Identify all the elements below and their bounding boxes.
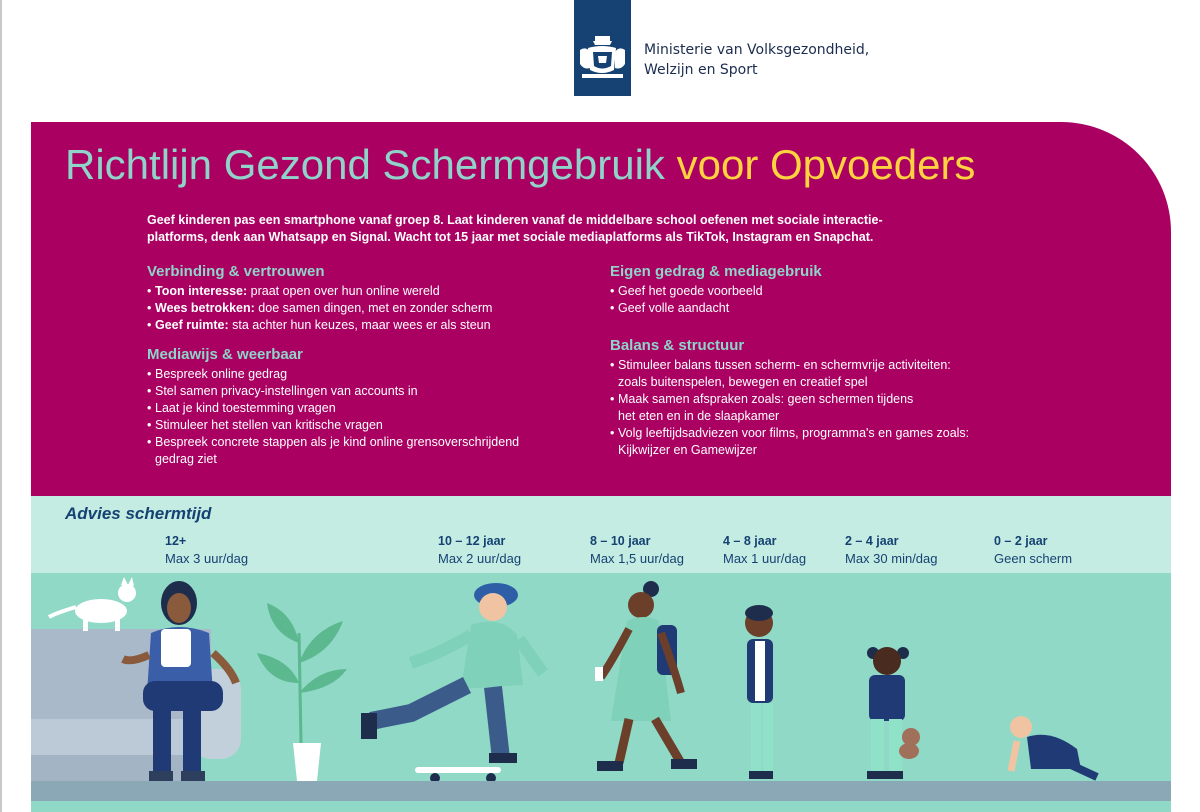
list-item xyxy=(147,300,587,317)
girl-with-phone-figure xyxy=(595,581,697,771)
item-bold: Geef ruimte: xyxy=(155,318,229,332)
age-group-0-2 xyxy=(994,533,1072,567)
max-label: Max 3 uur/dag xyxy=(165,551,249,566)
age-group-10-12 xyxy=(438,533,521,567)
age-label: 8 – 10 jaar xyxy=(590,534,651,548)
section-heading: Verbinding & vertrouwen xyxy=(147,263,325,280)
title-part2: voor Opvoeders xyxy=(676,141,976,188)
illustration-scene xyxy=(31,573,1171,812)
item-text: sta achter hun keuzes, maar wees er als steun xyxy=(228,318,491,332)
title-part1: Richtlijn Gezond Schermgebruik xyxy=(65,141,665,188)
item-text-cont: gedrag ziet xyxy=(155,452,217,466)
list-item xyxy=(147,434,587,468)
list-item xyxy=(610,357,1030,391)
screentime-title: Advies schermtijd xyxy=(65,504,212,523)
list-item xyxy=(147,317,587,334)
page-edge xyxy=(0,0,2,812)
baby-crawling-figure xyxy=(1010,716,1097,777)
intro-line2: platforms, denk aan Whatsapp en Signal. Wacht tot 15 jaar met sociale mediaplatforms als TikTok, Instagram en Snapchat. xyxy=(147,230,874,244)
list-item: • Laat je kind toestemming vragen xyxy=(147,400,587,417)
ministry-line1: Ministerie van Volksgezondheid, xyxy=(644,42,870,58)
max-label: Max 1,5 uur/dag xyxy=(590,551,684,566)
list-item: • Geef volle aandacht xyxy=(610,300,1030,317)
item-text-cont: het eten en in de slaapkamer xyxy=(618,409,780,423)
max-label: Max 2 uur/dag xyxy=(438,551,522,566)
item-bold: Wees betrokken: xyxy=(155,301,255,315)
age-group-4-8 xyxy=(723,533,806,567)
age-label: 12+ xyxy=(165,534,187,548)
section-heading: Balans & structuur xyxy=(610,337,745,354)
boy-standing-figure xyxy=(745,605,773,779)
ministry-line2: Welzijn en Sport xyxy=(644,62,758,78)
coat-of-arms-icon xyxy=(578,36,627,82)
list-item: • Stel samen privacy-instellingen van accounts in xyxy=(147,383,587,400)
item-text: Maak samen afspraken zoals: geen schermen tijdens xyxy=(618,392,914,406)
government-logo xyxy=(574,0,631,96)
list-item: • Geef het goede voorbeeld xyxy=(610,283,1030,300)
list-item: • Bespreek online gedrag xyxy=(147,366,587,383)
ministry-name xyxy=(644,40,869,80)
plant-illustration xyxy=(257,603,347,781)
age-label: 10 – 12 jaar xyxy=(438,534,506,548)
floor-strip xyxy=(31,781,1171,801)
section-verbinding xyxy=(147,263,587,334)
page-title xyxy=(65,140,975,190)
section-eigen xyxy=(610,263,1030,317)
max-label: Max 1 uur/dag xyxy=(723,551,807,566)
family-illustration xyxy=(31,573,1171,812)
toddler-figure xyxy=(867,647,920,779)
item-text: Volg leeftijdsadviezen voor films, programma's en games zoals: xyxy=(618,426,970,440)
list-item xyxy=(147,283,587,300)
age-group-2-4 xyxy=(845,533,938,567)
intro-text xyxy=(147,212,937,246)
left-column xyxy=(147,263,587,480)
max-label: Max 30 min/dag xyxy=(845,551,938,566)
age-label: 2 – 4 jaar xyxy=(845,534,899,548)
age-group-8-10 xyxy=(590,533,684,567)
skateboarder-figure xyxy=(361,583,543,783)
item-text: Stimuleer balans tussen scherm- en schermvrije activiteiten: xyxy=(618,358,951,372)
item-text: doe samen dingen, met en zonder scherm xyxy=(254,301,493,315)
age-group-12plus xyxy=(165,533,248,567)
cat-illustration xyxy=(49,577,136,631)
age-label: 0 – 2 jaar xyxy=(994,534,1048,548)
max-label: Geen scherm xyxy=(994,551,1073,566)
section-balans xyxy=(610,337,1030,459)
right-column xyxy=(610,263,1030,471)
item-text: Bespreek concrete stappen als je kind online grensoverschrijdend xyxy=(155,435,520,449)
item-text: praat open over hun online wereld xyxy=(247,284,440,298)
list-item xyxy=(610,391,1030,425)
tablet-icon xyxy=(161,629,191,667)
item-bold: Toon interesse: xyxy=(155,284,248,298)
intro-line1: Geef kinderen pas een smartphone vanaf groep 8. Laat kinderen vanaf de middelbare school oefenen met sociale interactie- xyxy=(147,213,883,227)
phone-icon xyxy=(595,667,603,681)
section-mediawijs xyxy=(147,346,587,468)
list-item: • Stimuleer het stellen van kritische vragen xyxy=(147,417,587,434)
item-text-cont: zoals buitenspelen, bewegen en creatief spel xyxy=(618,375,868,389)
section-heading: Mediawijs & weerbaar xyxy=(147,346,303,363)
item-text-cont: Kijkwijzer en Gamewijzer xyxy=(618,443,757,457)
age-label: 4 – 8 jaar xyxy=(723,534,777,548)
list-item xyxy=(610,425,1030,459)
section-heading: Eigen gedrag & mediagebruik xyxy=(610,263,822,280)
